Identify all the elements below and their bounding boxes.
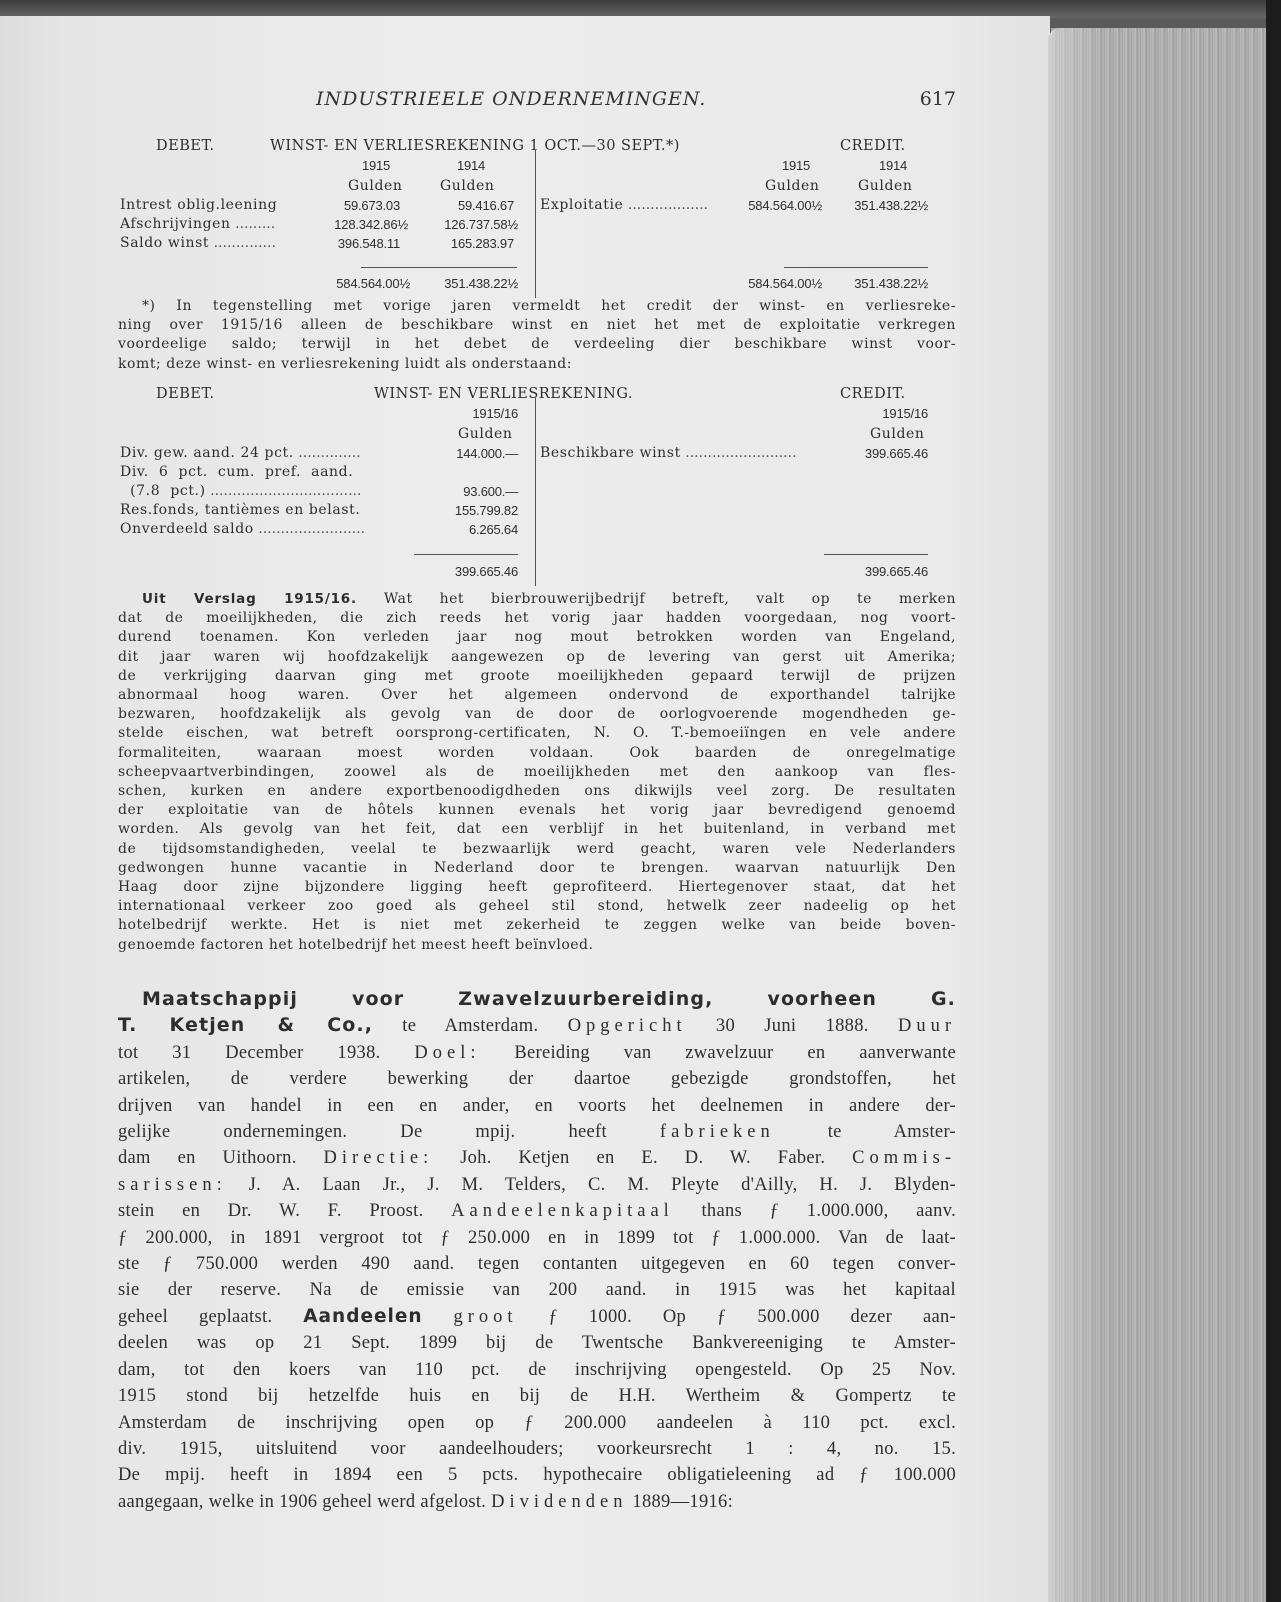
- company-text: te Amster-: [774, 1122, 956, 1143]
- report-line: Haag door zijne bijzondere ligging heeft geprofiteerd. Hiertegenover staat, dat het: [118, 879, 956, 896]
- value-1915: 584.564.00½: [748, 198, 822, 213]
- column-divider: [535, 150, 536, 298]
- row-value: 6.265.64: [468, 522, 518, 537]
- company-line: [118, 1198, 956, 1224]
- spaced-keyword: fabrieken: [659, 1122, 775, 1143]
- debit-year-1915: 1915: [361, 158, 391, 173]
- currency-label: Gulden: [870, 426, 925, 442]
- company-line: [118, 1357, 956, 1383]
- leader-dots: ..............: [209, 235, 276, 251]
- running-head: [118, 88, 956, 114]
- row-value: 155.799.82: [454, 503, 518, 518]
- company-text: ƒ 200.000, in 1891 vergroot tot ƒ 250.000 en in 1899 tot ƒ 1.000.000. Van de laat-: [118, 1227, 956, 1248]
- company-text: dam, tot den koers van 110 pct. de inschrijving opengesteld. Op 25 Nov.: [118, 1359, 956, 1380]
- credit-total-1915: 584.564.00½: [748, 276, 822, 291]
- company-text: Amsterdam de inschrijving open op ƒ 200.000 aandeelen à 110 pct. excl.: [118, 1412, 956, 1433]
- company-text: De mpij. heeft in 1894 een 5 pcts. hypothecaire obligatieleening ad ƒ 100.000: [118, 1465, 956, 1486]
- company-text: Joh. Ketjen en E. D. W. Faber.: [433, 1148, 853, 1169]
- value-1914: 59.416.67: [457, 198, 514, 213]
- company-line: [118, 1093, 956, 1119]
- report-line: gedwongen hunne vacantie in Nederland door te brengen. waarvan natuurlijk Den: [118, 859, 956, 876]
- spaced-keyword: Opgericht: [567, 1016, 687, 1037]
- account-title: WINST- EN VERLIESREKENING 1 OCT.—30 SEPT.*): [270, 138, 680, 154]
- company-name: T. Ketjen & Co.,: [118, 1014, 374, 1037]
- debit-total-1914: 351.438.22½: [444, 276, 518, 291]
- footnote-line: *) In tegenstelling met vorige jaren vermeldt het credit der winst- en verliesreke-: [142, 298, 956, 314]
- row-value: 93.600.—: [463, 484, 518, 499]
- credit-total: 399.665.46: [864, 564, 928, 579]
- company-line: [118, 1410, 956, 1436]
- leader-dots: ..................................: [205, 483, 362, 499]
- company-line: [118, 1119, 956, 1145]
- debit-heading: DEBET.: [156, 386, 215, 402]
- total-rule: [361, 267, 517, 268]
- column-divider: [535, 398, 536, 586]
- debit-total-1915: 584.564.00½: [336, 276, 410, 291]
- company-line: [118, 1304, 956, 1330]
- credit-year-1915: 1915: [781, 158, 811, 173]
- row-label: Beschikbare winst: [540, 445, 681, 461]
- company-text: sie der reserve. Na de emissie van 200 aand. in 1915 was het kapitaal: [118, 1280, 956, 1301]
- company-line: [118, 1225, 956, 1251]
- spaced-keyword: Dividenden: [491, 1491, 628, 1512]
- company-entry: [118, 986, 956, 1515]
- company-line: [118, 1012, 956, 1039]
- report-line: dit jaar waren wij hoofdzakelijk aangewezen op de levering van gerst uit Amerika;: [118, 648, 956, 665]
- report-line: worden. Als gevolg van het feit, dat een verblijf in het buitenland, in verband met: [118, 821, 956, 838]
- bold-keyword: Aandeelen: [303, 1305, 423, 1327]
- running-title: INDUSTRIEELE ONDERNEMINGEN.: [316, 88, 707, 110]
- company-text: geheel geplaatst.: [118, 1306, 304, 1327]
- company-text: div. 1915, uitsluitend voor aandeelhouders; voorkeursrecht 1 : 4, no. 15.: [118, 1438, 956, 1459]
- total-rule: [824, 554, 928, 555]
- profit-loss-account-1915-16: [118, 386, 956, 586]
- report-line: internationaal verkeer zoo goed als geheel stil stond, hetwelk zeer nadeelig op het: [118, 898, 956, 915]
- report-line: durend toenamen. Kon verleden jaar nog mout betrokken worden van Engeland,: [118, 629, 956, 646]
- credit-total-1914: 351.438.22½: [854, 276, 928, 291]
- total-rule: [784, 267, 928, 268]
- company-text: Bereiding van zwavelzuur en aanverwante: [480, 1042, 956, 1063]
- value-1914: 351.438.22½: [854, 198, 928, 213]
- currency-label: Gulden: [458, 426, 513, 442]
- company-name: Maatschappij voor Zwavelzuurbereiding, voorheen G.: [142, 988, 956, 1010]
- company-text: te Amsterdam.: [373, 1016, 568, 1037]
- profit-loss-account-1915-1914: [118, 138, 956, 298]
- row-value: 399.665.46: [864, 446, 928, 461]
- value-1915: 396.548.11: [337, 236, 400, 251]
- footnote-line: komt; deze winst- en verliesrekening luidt als onderstaand:: [118, 355, 573, 372]
- debit-heading: DEBET.: [156, 138, 215, 154]
- debit-total: 399.665.46: [454, 564, 518, 579]
- company-line: [118, 1489, 956, 1515]
- spaced-keyword: Commis-: [852, 1148, 957, 1169]
- total-rule: [414, 554, 518, 555]
- footnote: [118, 297, 956, 374]
- value-1914: 126.737.58½: [444, 217, 518, 232]
- company-line: [118, 1172, 956, 1198]
- row-label: Exploitatie: [540, 197, 624, 213]
- company-line: [118, 1436, 956, 1462]
- row-label: Onverdeeld saldo: [120, 521, 254, 537]
- report-text: Wat het bierbrouwerijbedrijf betreft, valt op te merken: [356, 591, 956, 607]
- row-label: Res.fonds, tantièmes en belast.: [120, 502, 361, 518]
- currency-label: Gulden: [858, 178, 913, 194]
- book-page-edges: [1048, 28, 1273, 1602]
- spaced-keyword: Duur: [897, 1016, 956, 1037]
- row-label: Afschrijvingen: [120, 216, 231, 232]
- company-line: [118, 1383, 956, 1409]
- value-1914: 165.283.97: [450, 236, 514, 251]
- company-text: deelen was op 21 Sept. 1899 bij de Twentsche Bankvereeniging te Amster-: [118, 1333, 956, 1354]
- report-line: scheepvaartverbindingen, zoowel als de moeilijkheden met den aankoop van fles-: [118, 763, 956, 780]
- debit-period: 1915/16: [472, 406, 518, 421]
- company-text: gelijke ondernemingen. De mpij. heeft: [118, 1122, 660, 1143]
- company-line: [118, 1066, 956, 1092]
- row-label: Div. gew. aand. 24 pct.: [120, 445, 294, 461]
- report-line: dat de moeilijkheden, die zich reeds het vorig jaar hadden voorgedaan, nog voort-: [118, 610, 956, 627]
- leader-dots: ..............: [293, 445, 361, 461]
- company-text: ƒ 1000. Op ƒ 500.000 dezer aan-: [517, 1306, 956, 1327]
- company-text: artikelen, de verdere bewerking der daartoe gebezigde grondstoffen, het: [118, 1069, 956, 1090]
- currency-label: Gulden: [348, 178, 403, 194]
- debit-year-1914: 1914: [456, 158, 486, 173]
- report-line: de tijdsomstandigheden, veelal te bezwaarlijk werd geacht, waren vele Nederlanders: [118, 840, 956, 857]
- company-text: 1889—1916:: [627, 1491, 734, 1512]
- spaced-keyword: Doel:: [414, 1042, 481, 1063]
- row-label: (7.8 pct.): [120, 483, 206, 499]
- row-label: Div. 6 pct. cum. pref. aand.: [120, 464, 354, 480]
- report-line: genoemde factoren het hotelbedrijf het meest heeft beïnvloed.: [118, 936, 594, 953]
- report-line: abnormaal hoog waren. Over het algemeen ondervond de exporthandel talrijke: [118, 687, 956, 704]
- company-text: ste ƒ 750.000 werden 490 aand. tegen contanten uitgegeven en 60 tegen conver-: [118, 1254, 956, 1275]
- company-line: [118, 1251, 956, 1277]
- company-line: [118, 1145, 956, 1171]
- company-text: dam en Uithoorn.: [118, 1148, 324, 1169]
- company-line: [118, 1330, 956, 1356]
- leader-dots: ........................: [253, 521, 366, 537]
- report-line: hotelbedrijf werkte. Het is niet met zekerheid te zeggen welke van beide boven-: [118, 917, 956, 934]
- row-label: Saldo winst: [120, 235, 210, 251]
- credit-year-1914: 1914: [878, 158, 908, 173]
- leader-dots: ..................: [623, 197, 708, 213]
- company-line: [118, 1462, 956, 1488]
- report-line: formaliteiten, waaraan moest worden voldaan. Ook baarden de onregelmatige: [118, 744, 956, 761]
- company-text: J. A. Laan Jr., J. M. Telders, C. M. Pleyte d'Ailly, H. J. Blyden-: [226, 1174, 956, 1195]
- spaced-keyword: sarissen:: [118, 1174, 227, 1195]
- value-1915: 128.342.86½: [334, 217, 408, 232]
- value-1915: 59.673.03: [343, 198, 400, 213]
- company-text: 1915 stond bij hetzelfde huis en bij de H.H. Wertheim & Gompertz te: [118, 1386, 956, 1407]
- currency-label: Gulden: [440, 178, 495, 194]
- credit-period: 1915/16: [882, 406, 928, 421]
- company-text: tot 31 December 1938.: [118, 1042, 415, 1063]
- company-text: stein en Dr. W. F. Proost.: [118, 1201, 452, 1222]
- company-text: thans ƒ 1.000.000, aanv.: [673, 1201, 956, 1222]
- annual-report-excerpt: [118, 590, 956, 955]
- report-line: bezwaren, hoofdzakelijk als gevolg van de door de oorlogvoerende mogendheden ge-: [118, 706, 956, 723]
- credit-heading: CREDIT.: [840, 386, 906, 402]
- company-line: [118, 1277, 956, 1303]
- currency-label: Gulden: [765, 178, 820, 194]
- row-value: 144.000.—: [456, 446, 518, 461]
- company-text: [423, 1307, 454, 1327]
- company-text: 30 Juni 1888.: [686, 1016, 898, 1037]
- company-text: aangegaan, welke in 1906 geheel werd afgelost.: [118, 1491, 492, 1512]
- spaced-keyword: Directie:: [323, 1148, 434, 1169]
- footnote-line: ning over 1915/16 alleen de beschikbare winst en niet het met de exploitatie verkregen: [118, 317, 956, 334]
- credit-heading: CREDIT.: [840, 138, 906, 154]
- company-text: drijven van handel in een en ander, en voorts het deelnemen in andere der-: [118, 1095, 956, 1116]
- report-line: de verkrijging daarvan ging met groote moeilijkheden gepaard terwijl de prijzen: [118, 667, 956, 684]
- account-title: WINST- EN VERLIESREKENING.: [374, 386, 633, 402]
- leader-dots: .........................: [680, 445, 797, 461]
- spaced-keyword: Aandeelenkapitaal: [451, 1201, 674, 1222]
- report-line: [118, 590, 956, 609]
- report-line: schen, kurken en andere exportbenoodigdheden ons dikwijls veel zorg. De resultaten: [118, 783, 956, 800]
- company-line: [118, 1040, 956, 1066]
- book-cover-edge: [1266, 0, 1281, 1602]
- leader-dots: .........: [230, 216, 276, 232]
- footnote-line: voordeelige saldo; terwijl in het debet de verdeeling dier beschikbare winst voor-: [118, 336, 956, 353]
- spaced-keyword: groot: [453, 1306, 518, 1327]
- report-line: der exploitatie van de hôtels kunnen evenals het vorig jaar bevredigend genoemd: [118, 802, 956, 819]
- report-lead: Uit Verslag 1915/16.: [142, 591, 357, 607]
- report-line: stelde eischen, wat betreft oorsprong-certificaten, N. O. T.-bemoeiïngen en vele andere: [118, 725, 956, 742]
- row-label: Intrest oblig.leening: [120, 197, 278, 213]
- company-body: [118, 1040, 956, 1515]
- page-number: 617: [919, 88, 956, 110]
